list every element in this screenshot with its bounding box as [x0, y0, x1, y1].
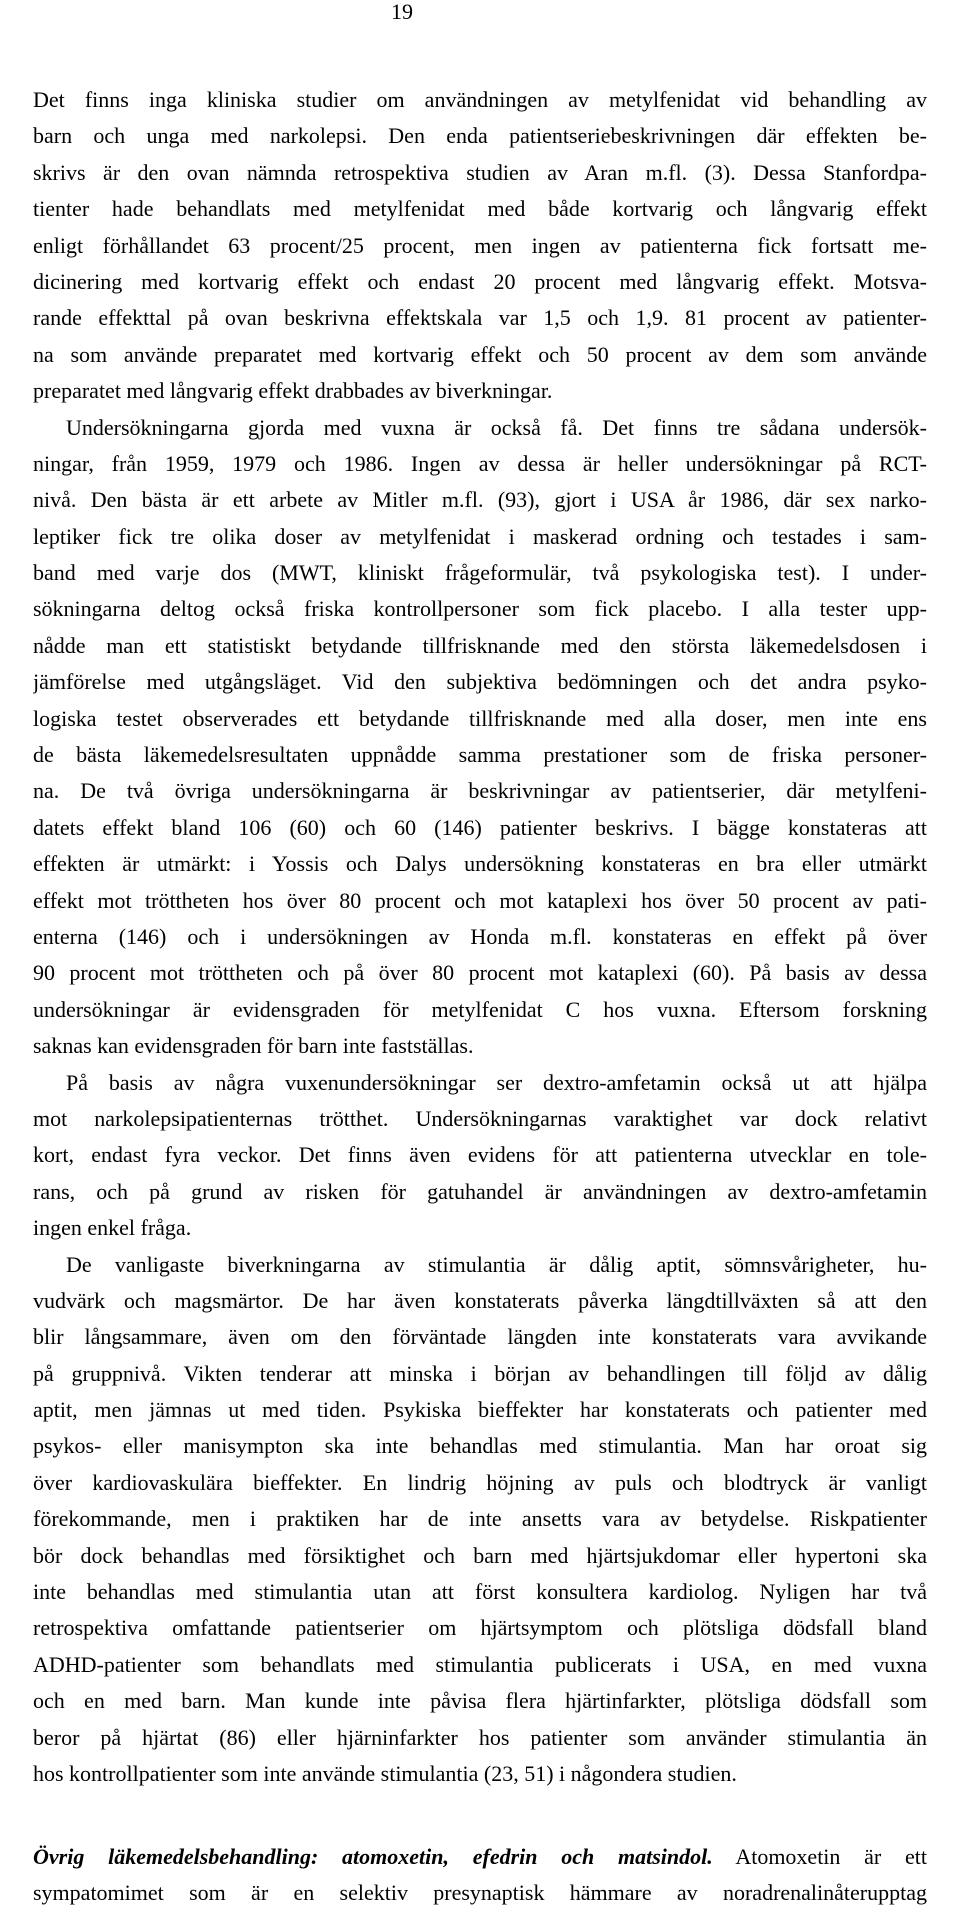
- paragraph: [33, 1065, 927, 1247]
- text-line: mot narkolepsipatienternas trötthet. Undersökningarnas varaktighet var dock relativt: [33, 1105, 927, 1131]
- text-line: dicinering med kortvarig effekt och endast 20 procent med långvarig effekt. Motsva-: [33, 268, 927, 294]
- text-line: beror på hjärtat (86) eller hjärninfarkter hos patienter som använder stimulantia än: [33, 1724, 927, 1750]
- text-line: ingen enkel fråga.: [33, 1215, 192, 1241]
- text-run: Atomoxetin är ett: [735, 1843, 927, 1869]
- text-line: De vanligaste biverkningarna av stimulantia är dålig aptit, sömnsvårigheter, hu-: [66, 1251, 927, 1277]
- text-line: na som använde preparatet med kortvarig effekt och 50 procent av dem som använde: [33, 341, 927, 367]
- text-line: på gruppnivå. Vikten tenderar att minska i början av behandlingen till följd av dålig: [33, 1360, 927, 1386]
- blank-line: [33, 1792, 927, 1828]
- text-line: [33, 1839, 927, 1875]
- page-number: 19: [391, 0, 413, 24]
- text-line: På basis av några vuxenundersökningar ser dextro-amfetamin också ut att hjälpa: [66, 1069, 927, 1095]
- text-line: de bästa läkemedelsresultaten uppnådde samma prestationer som de friska personer-: [33, 742, 927, 768]
- text-line: logiska testet observerades ett betydande tillfrisknande med alla doser, men inte ens: [33, 705, 927, 731]
- text-line: över kardiovaskulära bieffekter. En lindrig höjning av puls och blodtryck är vanligt: [33, 1469, 927, 1495]
- section-other-medication: [33, 1839, 927, 1912]
- text-line: rans, och på grund av risken för gatuhandel är användningen av dextro-amfetamin: [33, 1178, 927, 1204]
- text-line: effekten är utmärkt: i Yossis och Dalys undersökning konstateras en bra eller utmärkt: [33, 851, 927, 877]
- text-line: Undersökningarna gjorda med vuxna är också få. Det finns tre sådana undersök-: [66, 414, 927, 440]
- text-line: enligt förhållandet 63 procent/25 procent, men ingen av patienterna fick fortsatt me-: [33, 232, 927, 258]
- text-line: saknas kan evidensgraden för barn inte fastställas.: [33, 1033, 474, 1059]
- text-line: förekommande, men i praktiken har de inte ansetts vara av betydelse. Riskpatienter: [33, 1506, 927, 1532]
- text-line: rande effekttal på ovan beskrivna effektskala var 1,5 och 1,9. 81 procent av patienter-: [33, 305, 927, 331]
- text-line: vudvärk och magsmärtor. De har även konstaterats påverka längdtillväxten så att den: [33, 1287, 927, 1313]
- text-line: barn och unga med narkolepsi. Den enda patientseriebeskrivningen där effekten be-: [33, 123, 927, 149]
- text-line: leptiker fick tre olika doser av metylfenidat i maskerad ordning och testades i sam-: [33, 523, 927, 549]
- text-line: psykos- eller manisympton ska inte behandlas med stimulantia. Man har oroat sig: [33, 1433, 927, 1459]
- text-line: datets effekt bland 106 (60) och 60 (146) patienter beskrivs. I bägge konstateras att: [33, 814, 927, 840]
- text-line: tienter hade behandlats med metylfenidat med både kortvarig och långvarig effekt: [33, 196, 927, 222]
- text-line: och en med barn. Man kunde inte påvisa flera hjärtinfarkter, plötsliga dödsfall som: [33, 1688, 927, 1714]
- text-line: sökningarna deltog också friska kontrollpersoner som fick placebo. I alla tester upp-: [33, 596, 927, 622]
- text-line: sympatomimet som är en selektiv presynaptisk hämmare av noradrenalinåterupptag: [33, 1880, 927, 1906]
- paragraph: [33, 1247, 927, 1793]
- text-line: ningar, från 1959, 1979 och 1986. Ingen av dessa är heller undersökningar på RCT-: [33, 450, 927, 476]
- text-line: jämförelse med utgångsläget. Vid den subjektiva bedömningen och det andra psyko-: [33, 669, 927, 695]
- text-line: aptit, men jämnas ut med tiden. Psykiska bieffekter har konstaterats och patienter med: [33, 1397, 927, 1423]
- text-line: retrospektiva omfattande patientserier om hjärtsymptom och plötsliga dödsfall bland: [33, 1615, 927, 1641]
- text-line: effekt mot tröttheten hos över 80 procent och mot kataplexi hos över 50 procent av pati-: [33, 887, 927, 913]
- text-line: ADHD-patienter som behandlats med stimulantia publicerats i USA, en med vuxna: [33, 1651, 927, 1677]
- text-line: hos kontrollpatienter som inte använde stimulantia (23, 51) i någondera studien.: [33, 1760, 737, 1786]
- text-line: enterna (146) och i undersökningen av Honda m.fl. konstateras en effekt på över: [33, 923, 927, 949]
- text-line: undersökningar är evidensgraden för metylfenidat C hos vuxna. Eftersom forskning: [33, 996, 927, 1022]
- text-line: bör dock behandlas med försiktighet och barn med hjärtsjukdomar eller hypertoni ska: [33, 1542, 927, 1568]
- section-heading: Övrig läkemedelsbehandling: atomoxetin, efedrin och matsindol.: [33, 1843, 713, 1869]
- paragraph: [33, 410, 927, 1065]
- text-line: Det finns inga kliniska studier om användningen av metylfenidat vid behandling av: [33, 87, 927, 112]
- text-line: nådde man ett statistiskt betydande tillfrisknande med den största läkemedelsdosen i: [33, 632, 927, 658]
- text-line: nivå. Den bästa är ett arbete av Mitler m.fl. (93), gjort i USA år 1986, där sex narko-: [33, 487, 927, 513]
- paragraph: [33, 82, 927, 410]
- text-line: preparatet med långvarig effekt drabbades av biverkningar.: [33, 378, 553, 404]
- text-line: blir långsammare, även om den förväntade längden inte konstaterats vara avvikande: [33, 1324, 927, 1350]
- text-line: 90 procent mot tröttheten och på över 80 procent mot kataplexi (60). På basis av dessa: [33, 960, 927, 986]
- text-line: band med varje dos (MWT, kliniskt frågeformulär, två psykologiska test). I under-: [33, 560, 927, 586]
- text-line: na. De två övriga undersökningarna är beskrivningar av patientserier, där metylfeni-: [33, 778, 927, 804]
- text-line: kort, endast fyra veckor. Det finns även evidens för att patienterna utvecklar en tole-: [33, 1142, 927, 1168]
- document-body: [33, 82, 927, 1912]
- text-line: inte behandlas med stimulantia utan att först konsultera kardiolog. Nyligen har två: [33, 1579, 927, 1605]
- text-line: skrivs är den ovan nämnda retrospektiva studien av Aran m.fl. (3). Dessa Stanfordpa-: [33, 159, 927, 185]
